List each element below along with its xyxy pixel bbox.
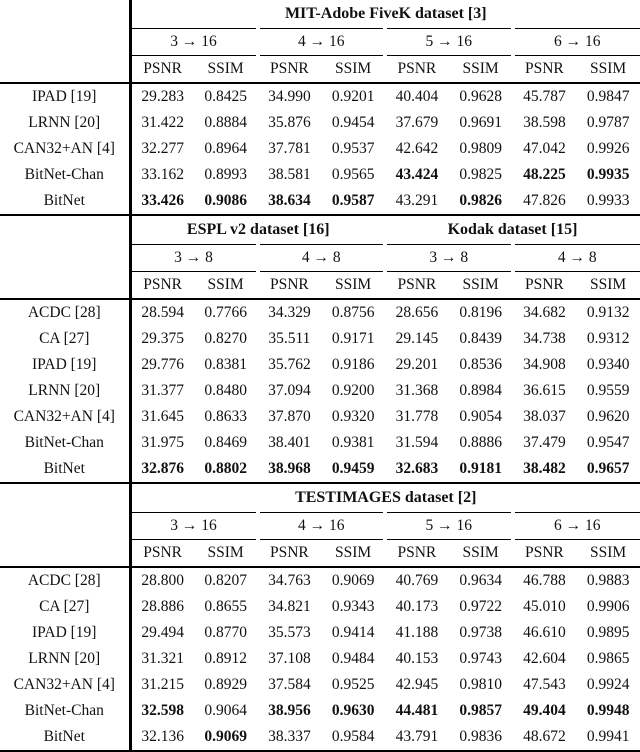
metric-value: 38.956 (258, 698, 322, 724)
metric-label: SSIM (449, 272, 513, 300)
bit-depth-ratio: 4 → 8 (258, 245, 386, 272)
metric-value: 34.682 (513, 299, 577, 326)
metric-value: 31.594 (385, 430, 449, 456)
corner-cell (0, 513, 130, 540)
corner-cell (0, 215, 130, 245)
metric-value: 0.9691 (449, 110, 513, 136)
metric-value: 0.9948 (576, 698, 640, 724)
metric-value: 0.9933 (576, 188, 640, 215)
metric-value: 29.283 (130, 83, 194, 110)
metric-value: 46.788 (513, 567, 577, 594)
metric-value: 34.990 (258, 83, 322, 110)
metric-value: 45.787 (513, 83, 577, 110)
metric-value: 0.8655 (194, 594, 258, 620)
method-name: BitNet (0, 188, 130, 215)
metric-value: 32.277 (130, 136, 194, 162)
corner-cell (0, 272, 130, 300)
method-name: BitNet-Chan (0, 698, 130, 724)
bit-depth-ratio: 5 → 16 (385, 29, 513, 56)
table-row (0, 110, 640, 136)
metric-value: 32.876 (130, 456, 194, 483)
metric-value: 48.225 (513, 162, 577, 188)
corner-cell (0, 29, 130, 56)
metric-label: SSIM (449, 540, 513, 568)
metric-value: 43.291 (385, 188, 449, 215)
metric-value: 0.9810 (449, 672, 513, 698)
table-row (0, 594, 640, 620)
method-name: CA [27] (0, 594, 130, 620)
metric-value: 0.9525 (321, 672, 385, 698)
table-row (0, 326, 640, 352)
metric-label: SSIM (321, 540, 385, 568)
table-row (0, 83, 640, 110)
metric-value: 0.9895 (576, 620, 640, 646)
method-name: LRNN [20] (0, 110, 130, 136)
metric-label: PSNR (385, 56, 449, 84)
bit-depth-row (0, 245, 640, 272)
metric-label: PSNR (385, 272, 449, 300)
metric-value: 34.821 (258, 594, 322, 620)
metric-value: 0.8884 (194, 110, 258, 136)
metric-label: PSNR (513, 540, 577, 568)
table-row (0, 378, 640, 404)
metric-value: 0.9857 (449, 698, 513, 724)
metric-value: 0.9201 (321, 83, 385, 110)
corner-cell (0, 245, 130, 272)
metric-value: 35.573 (258, 620, 322, 646)
metric-row (0, 56, 640, 84)
metric-value: 31.778 (385, 404, 449, 430)
method-name: CAN32+AN [4] (0, 672, 130, 698)
metric-row (0, 540, 640, 568)
metric-value: 0.9186 (321, 352, 385, 378)
metric-value: 0.9926 (576, 136, 640, 162)
metric-value: 0.8756 (321, 299, 385, 326)
metric-value: 40.404 (385, 83, 449, 110)
method-name: LRNN [20] (0, 646, 130, 672)
metric-value: 38.401 (258, 430, 322, 456)
metric-value: 35.511 (258, 326, 322, 352)
metric-value: 0.8964 (194, 136, 258, 162)
metric-value: 0.8770 (194, 620, 258, 646)
corner-cell (0, 0, 130, 29)
table-row (0, 567, 640, 594)
table-row (0, 188, 640, 215)
metric-value: 0.9722 (449, 594, 513, 620)
metric-value: 45.010 (513, 594, 577, 620)
metric-value: 47.042 (513, 136, 577, 162)
metric-value: 34.763 (258, 567, 322, 594)
bit-depth-ratio: 6 → 16 (513, 513, 640, 540)
metric-value: 0.8993 (194, 162, 258, 188)
metric-value: 0.9064 (194, 698, 258, 724)
metric-value: 0.8207 (194, 567, 258, 594)
metric-value: 0.9941 (576, 724, 640, 751)
metric-value: 0.9340 (576, 352, 640, 378)
metric-value: 0.9565 (321, 162, 385, 188)
metric-value: 28.800 (130, 567, 194, 594)
dataset-header-row (0, 0, 640, 29)
table-row (0, 698, 640, 724)
metric-value: 29.776 (130, 352, 194, 378)
metric-value: 31.975 (130, 430, 194, 456)
method-name: IPAD [19] (0, 620, 130, 646)
metric-value: 40.153 (385, 646, 449, 672)
bit-depth-ratio: 4 → 16 (258, 513, 386, 540)
metric-value: 29.145 (385, 326, 449, 352)
metric-value: 38.581 (258, 162, 322, 188)
bit-depth-ratio: 5 → 16 (385, 513, 513, 540)
metric-value: 0.9865 (576, 646, 640, 672)
metric-value: 0.7766 (194, 299, 258, 326)
table-row (0, 430, 640, 456)
metric-value: 37.781 (258, 136, 322, 162)
bit-depth-ratio: 3 → 8 (385, 245, 513, 272)
dataset-header-row (0, 483, 640, 513)
method-name: CAN32+AN [4] (0, 136, 130, 162)
metric-value: 37.479 (513, 430, 577, 456)
bit-depth-row (0, 29, 640, 56)
metric-value: 37.108 (258, 646, 322, 672)
metric-value: 34.908 (513, 352, 577, 378)
metric-value: 0.8469 (194, 430, 258, 456)
bit-depth-ratio: 4 → 8 (513, 245, 640, 272)
metric-value: 38.634 (258, 188, 322, 215)
corner-cell (0, 483, 130, 513)
metric-value: 33.426 (130, 188, 194, 215)
method-name: ACDC [28] (0, 567, 130, 594)
metric-label: SSIM (449, 56, 513, 84)
metric-value: 0.9181 (449, 456, 513, 483)
metric-value: 0.9584 (321, 724, 385, 751)
metric-value: 40.173 (385, 594, 449, 620)
metric-value: 43.424 (385, 162, 449, 188)
metric-value: 31.215 (130, 672, 194, 698)
metric-value: 0.9935 (576, 162, 640, 188)
metric-value: 49.404 (513, 698, 577, 724)
method-name: LRNN [20] (0, 378, 130, 404)
table-row (0, 299, 640, 326)
metric-value: 0.9547 (576, 430, 640, 456)
metric-value: 0.9069 (321, 567, 385, 594)
dataset-title: ESPL v2 dataset [16] (130, 215, 385, 245)
metric-value: 35.762 (258, 352, 322, 378)
metric-value: 0.8633 (194, 404, 258, 430)
metric-value: 0.9906 (576, 594, 640, 620)
bit-depth-row (0, 513, 640, 540)
dataset-title: MIT-Adobe FiveK dataset [3] (130, 0, 640, 29)
metric-label: PSNR (130, 56, 194, 84)
metric-value: 0.9634 (449, 567, 513, 594)
metric-value: 31.321 (130, 646, 194, 672)
corner-cell (0, 540, 130, 568)
table-row (0, 136, 640, 162)
metric-label: SSIM (194, 56, 258, 84)
table-row (0, 352, 640, 378)
bit-depth-ratio: 3 → 16 (130, 513, 258, 540)
metric-value: 31.377 (130, 378, 194, 404)
method-name: BitNet (0, 456, 130, 483)
metric-label: PSNR (385, 540, 449, 568)
metric-value: 32.683 (385, 456, 449, 483)
metric-label: SSIM (576, 272, 640, 300)
dataset-title: TESTIMAGES dataset [2] (130, 483, 640, 513)
metric-value: 0.9743 (449, 646, 513, 672)
metric-value: 34.738 (513, 326, 577, 352)
method-name: IPAD [19] (0, 352, 130, 378)
metric-value: 0.9054 (449, 404, 513, 430)
metric-label: SSIM (576, 56, 640, 84)
metric-value: 42.945 (385, 672, 449, 698)
metric-value: 28.594 (130, 299, 194, 326)
metric-value: 0.8912 (194, 646, 258, 672)
metric-value: 0.9086 (194, 188, 258, 215)
metric-value: 29.494 (130, 620, 194, 646)
metric-label: SSIM (576, 540, 640, 568)
metric-value: 0.8929 (194, 672, 258, 698)
metric-value: 0.8425 (194, 83, 258, 110)
metric-value: 0.9459 (321, 456, 385, 483)
metric-label: SSIM (321, 56, 385, 84)
metric-value: 37.584 (258, 672, 322, 698)
metric-value: 0.9069 (194, 724, 258, 751)
metric-label: PSNR (258, 272, 322, 300)
metric-value: 0.9738 (449, 620, 513, 646)
metric-value: 37.870 (258, 404, 322, 430)
metric-value: 0.8480 (194, 378, 258, 404)
metric-value: 0.9559 (576, 378, 640, 404)
metric-label: SSIM (194, 272, 258, 300)
metric-value: 0.9320 (321, 404, 385, 430)
metric-value: 0.8984 (449, 378, 513, 404)
metric-value: 38.968 (258, 456, 322, 483)
metric-value: 29.375 (130, 326, 194, 352)
metric-value: 47.543 (513, 672, 577, 698)
metric-value: 28.886 (130, 594, 194, 620)
metric-value: 0.9924 (576, 672, 640, 698)
metric-value: 0.9171 (321, 326, 385, 352)
metric-value: 0.9381 (321, 430, 385, 456)
metric-value: 0.9343 (321, 594, 385, 620)
metric-value: 35.876 (258, 110, 322, 136)
metric-value: 38.598 (513, 110, 577, 136)
metric-value: 0.9132 (576, 299, 640, 326)
metric-label: PSNR (513, 56, 577, 84)
metric-value: 0.8802 (194, 456, 258, 483)
metric-value: 0.8886 (449, 430, 513, 456)
corner-cell (0, 56, 130, 84)
metric-value: 0.9587 (321, 188, 385, 215)
method-name: CAN32+AN [4] (0, 404, 130, 430)
method-name: BitNet-Chan (0, 430, 130, 456)
metric-value: 0.9628 (449, 83, 513, 110)
method-name: BitNet-Chan (0, 162, 130, 188)
metric-value: 0.9620 (576, 404, 640, 430)
table-row (0, 162, 640, 188)
metric-value: 36.615 (513, 378, 577, 404)
method-name: CA [27] (0, 326, 130, 352)
metric-value: 0.9312 (576, 326, 640, 352)
metric-row (0, 272, 640, 300)
metric-value: 40.769 (385, 567, 449, 594)
table-row (0, 672, 640, 698)
metric-label: SSIM (194, 540, 258, 568)
metric-value: 0.8439 (449, 326, 513, 352)
metric-value: 44.481 (385, 698, 449, 724)
metric-value: 29.201 (385, 352, 449, 378)
metric-value: 38.337 (258, 724, 322, 751)
method-name: BitNet (0, 724, 130, 751)
metric-label: PSNR (130, 540, 194, 568)
metric-value: 28.656 (385, 299, 449, 326)
bit-depth-ratio: 3 → 16 (130, 29, 258, 56)
bit-depth-ratio: 6 → 16 (513, 29, 640, 56)
metric-value: 48.672 (513, 724, 577, 751)
table-row (0, 646, 640, 672)
table-row (0, 620, 640, 646)
metric-value: 34.329 (258, 299, 322, 326)
metric-value: 0.9826 (449, 188, 513, 215)
metric-value: 31.368 (385, 378, 449, 404)
metric-value: 0.9787 (576, 110, 640, 136)
dataset-title: Kodak dataset [15] (385, 215, 640, 245)
dataset-header-row (0, 215, 640, 245)
metric-value: 0.9825 (449, 162, 513, 188)
metric-value: 0.9537 (321, 136, 385, 162)
metric-value: 0.9836 (449, 724, 513, 751)
metric-value: 0.8381 (194, 352, 258, 378)
metric-value: 46.610 (513, 620, 577, 646)
table-row (0, 724, 640, 751)
table-row (0, 456, 640, 483)
table-row (0, 404, 640, 430)
metric-value: 38.037 (513, 404, 577, 430)
metric-value: 47.826 (513, 188, 577, 215)
method-name: ACDC [28] (0, 299, 130, 326)
metric-value: 41.188 (385, 620, 449, 646)
metric-value: 31.422 (130, 110, 194, 136)
metric-value: 32.136 (130, 724, 194, 751)
metric-value: 0.9454 (321, 110, 385, 136)
bit-depth-ratio: 4 → 16 (258, 29, 386, 56)
method-name: IPAD [19] (0, 83, 130, 110)
metric-value: 0.9200 (321, 378, 385, 404)
metric-value: 42.642 (385, 136, 449, 162)
metric-label: PSNR (130, 272, 194, 300)
metric-value: 0.9630 (321, 698, 385, 724)
metric-value: 31.645 (130, 404, 194, 430)
metric-value: 0.8536 (449, 352, 513, 378)
metric-value: 43.791 (385, 724, 449, 751)
metric-value: 0.9657 (576, 456, 640, 483)
metric-label: PSNR (513, 272, 577, 300)
metric-value: 33.162 (130, 162, 194, 188)
metric-value: 0.9883 (576, 567, 640, 594)
metric-value: 0.8270 (194, 326, 258, 352)
metric-value: 0.8196 (449, 299, 513, 326)
metric-value: 42.604 (513, 646, 577, 672)
metric-value: 32.598 (130, 698, 194, 724)
metric-value: 0.9809 (449, 136, 513, 162)
metric-value: 37.679 (385, 110, 449, 136)
metric-value: 0.9414 (321, 620, 385, 646)
metric-label: PSNR (258, 56, 322, 84)
metric-value: 37.094 (258, 378, 322, 404)
metric-value: 38.482 (513, 456, 577, 483)
metric-value: 0.9484 (321, 646, 385, 672)
bit-depth-ratio: 3 → 8 (130, 245, 258, 272)
metric-label: SSIM (321, 272, 385, 300)
metric-label: PSNR (258, 540, 322, 568)
metric-value: 0.9847 (576, 83, 640, 110)
